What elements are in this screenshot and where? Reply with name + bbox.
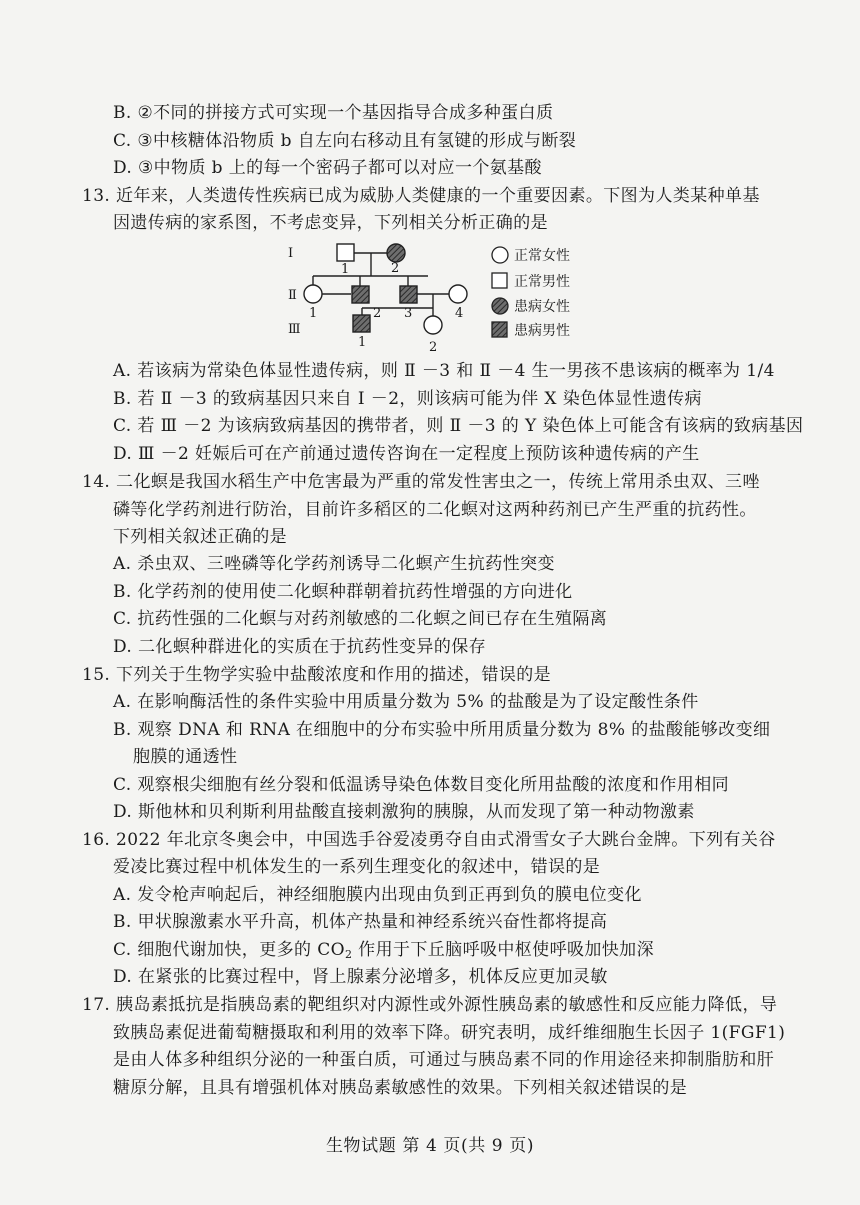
pedigree-chart xyxy=(280,236,600,356)
q13-stem-line1: 13. 近年来，人类遗传性疾病已成为威胁人类健康的一个重要因素。下图为人类某种单基 xyxy=(82,186,760,206)
q16-option-c-text-end: 作用于下丘脑呼吸中枢使呼吸加快加深 xyxy=(352,940,654,960)
II-4-number: 4 xyxy=(455,306,464,321)
q15-option-a: A. 在影响酶活性的条件实验中用质量分数为 5% 的盐酸是为了设定酸性条件 xyxy=(113,692,699,712)
page-footer: 生物试题 第 4 页(共 9 页) xyxy=(325,1136,535,1156)
II-2-affected-male xyxy=(352,286,369,303)
legend-normal-male-label: 正常男性 xyxy=(514,274,570,290)
I-2-number: 2 xyxy=(391,261,400,276)
q14-option-a: A. 杀虫双、三唑磷等化学药剂诱导二化螟产生抗药性突变 xyxy=(113,554,555,574)
q14-stem-line2: 磷等化学药剂进行防治，目前许多稻区的二化螟对这两种药剂已产生严重的抗药性。 xyxy=(113,500,757,520)
q13-stem-line2: 因遗传病的家系图，不考虑变异，下列相关分析正确的是 xyxy=(113,213,548,233)
legend-affected-female-icon xyxy=(492,298,508,314)
generation-I-label: Ⅰ xyxy=(288,246,294,261)
q12-option-d: D. ③中物质 b 上的每一个密码子都可以对应一个氨基酸 xyxy=(113,158,542,178)
q15-option-b-line2: 胞膜的通透性 xyxy=(133,747,238,767)
II-3-affected-male xyxy=(400,286,417,303)
II-2-number: 2 xyxy=(373,306,382,321)
q17-stem-line3: 是由人体多种组织分泌的一种蛋白质，可通过与胰岛素不同的作用途径来抑制脂肪和肝 xyxy=(113,1050,775,1070)
I-1-number: 1 xyxy=(341,262,350,277)
q14-option-c: C. 抗药性强的二化螟与对药剂敏感的二化螟之间已存在生殖隔离 xyxy=(113,609,608,629)
pedigree-legend xyxy=(492,247,570,339)
q15-option-b-line1: B. 观察 DNA 和 RNA 在细胞中的分布实验中所用质量分数为 8% 的盐酸能够改变细 xyxy=(113,720,771,740)
III-2-number: 2 xyxy=(429,340,438,355)
q16-stem-line1: 16. 2022 年北京冬奥会中，中国选手谷爱凌勇夺自由式滑雪女子大跳台金牌。下列有关谷 xyxy=(82,830,776,850)
q16-option-a: A. 发令枪声响起后，神经细胞膜内出现由负到正再到负的膜电位变化 xyxy=(113,885,642,905)
legend-affected-male-label: 患病男性 xyxy=(514,323,570,339)
q16-option-c xyxy=(113,939,654,961)
generation-II-label: Ⅱ xyxy=(288,288,297,303)
legend-normal-female-icon xyxy=(492,247,508,263)
q14-stem-line3: 下列相关叙述正确的是 xyxy=(113,527,287,547)
q13-option-c: C. 若 Ⅲ －2 为该病致病基因的携带者，则 Ⅱ －3 的 Y 染色体上可能含有该病的致病基因 xyxy=(113,416,804,436)
q16-option-c-text: C. 细胞代谢加快，更多的 CO xyxy=(113,940,345,960)
q16-stem-line2: 爱凌比赛过程中机体发生的一系列生理变化的叙述中，错误的是 xyxy=(113,857,601,877)
q13-option-a: A. 若该病为常染色体显性遗传病，则 Ⅱ －3 和 Ⅱ －4 生一男孩不患该病的概率为 1/4 xyxy=(113,361,775,381)
legend-affected-male-icon xyxy=(492,322,507,337)
legend-normal-male-icon xyxy=(492,273,507,288)
III-1-affected-male xyxy=(353,315,370,332)
III-2-normal-female xyxy=(424,316,442,334)
q12-option-c: C. ③中核糖体沿物质 b 自左向右移动且有氢键的形成与断裂 xyxy=(113,131,577,151)
q16-option-d: D. 在紧张的比赛过程中，肾上腺素分泌增多，机体反应更加灵敏 xyxy=(113,967,608,987)
q17-stem-line4: 糖原分解，且具有增强机体对胰岛素敏感性的效果。下列相关叙述错误的是 xyxy=(113,1078,688,1098)
I-1-normal-male xyxy=(337,244,354,261)
q13-option-d: D. Ⅲ －2 妊娠后可在产前通过遗传咨询在一定程度上预防该种遗传病的产生 xyxy=(113,444,700,464)
I-2-affected-female xyxy=(387,244,405,262)
III-1-number: 1 xyxy=(358,335,367,350)
q14-option-d: D. 二化螟种群进化的实质在于抗药性变异的保存 xyxy=(113,637,487,657)
II-4-normal-female xyxy=(449,285,467,303)
legend-affected-female-label: 患病女性 xyxy=(514,299,570,315)
q15-option-c: C. 观察根尖细胞有丝分裂和低温诱导染色体数目变化所用盐酸的浓度和作用相同 xyxy=(113,775,730,795)
co2-subscript: 2 xyxy=(344,948,353,961)
II-1-normal-female xyxy=(304,285,322,303)
generation-III-label: Ⅲ xyxy=(288,322,301,337)
q12-option-b: B. ②不同的拼接方式可实现一个基因指导合成多种蛋白质 xyxy=(113,103,554,123)
q14-option-b: B. 化学药剂的使用使二化螟种群朝着抗药性增强的方向进化 xyxy=(113,582,573,602)
II-3-number: 3 xyxy=(404,306,413,321)
q15-stem: 15. 下列关于生物学实验中盐酸浓度和作用的描述，错误的是 xyxy=(82,665,552,685)
q17-stem-line2: 致胰岛素促进葡萄糖摄取和利用的效率下降。研究表明，成纤维细胞生长因子 1(FGF1) xyxy=(113,1023,786,1043)
legend-normal-female-label: 正常女性 xyxy=(514,248,570,264)
II-1-number: 1 xyxy=(309,306,318,321)
q13-option-b: B. 若 Ⅱ －3 的致病基因只来自 Ⅰ －2，则该病可能为伴 X 染色体显性遗传病 xyxy=(113,389,702,409)
q15-option-d: D. 斯他林和贝利斯利用盐酸直接刺激狗的胰腺，从而发现了第一种动物激素 xyxy=(113,802,695,822)
q16-option-b: B. 甲状腺激素水平升高，机体产热量和神经系统兴奋性都将提高 xyxy=(113,912,608,932)
q17-stem-line1: 17. 胰岛素抵抗是指胰岛素的靶组织对内源性或外源性胰岛素的敏感性和反应能力降低，导 xyxy=(82,995,778,1015)
q14-stem-line1: 14. 二化螟是我国水稻生产中危害最为严重的常发性害虫之一，传统上常用杀虫双、三唑 xyxy=(82,472,760,492)
